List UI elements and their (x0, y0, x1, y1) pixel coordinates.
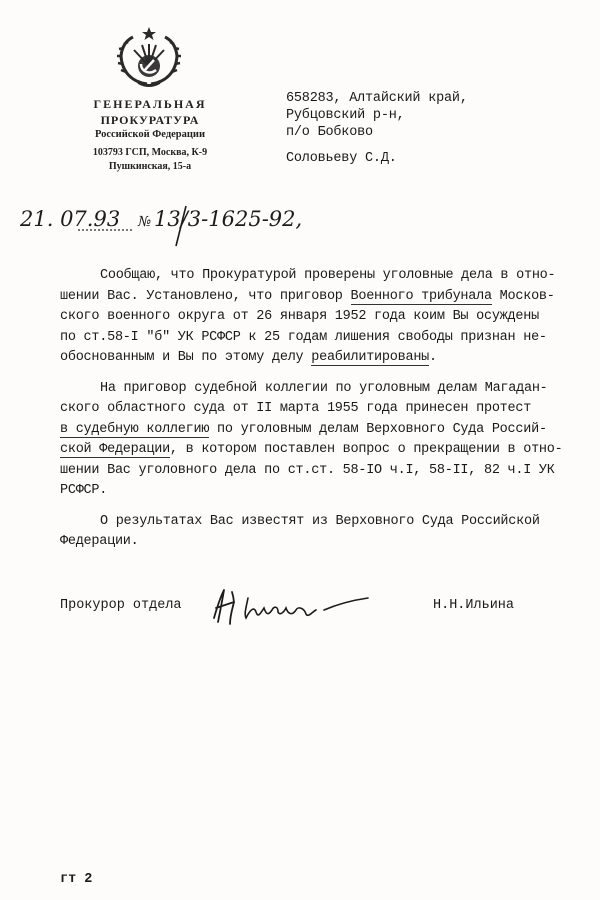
org-name-line2: ПРОКУРАТУРА (100, 113, 200, 127)
signer-name: Н.Н.Ильина (433, 598, 515, 613)
registration-date: 21. 07.93 (20, 207, 121, 231)
paragraph-line: ской Федерации, в котором поставлен вопрос о прекращении в отно- (60, 442, 563, 457)
signer-role: Прокурор отдела (60, 598, 182, 613)
registration-number-value: 13/3-1625-92, (154, 207, 303, 231)
organization-block (52, 96, 248, 174)
paragraph-line: На приговор судебной коллегии по уголовным делам Магадан- (100, 380, 548, 396)
footer-code: гт 2 (60, 872, 93, 887)
paragraph-line: О результатах Вас известят из Верховного Суда Российской (100, 513, 540, 529)
recipient-line1: 658283, Алтайский край, (286, 91, 468, 106)
paragraph-line: обоснованным и Вы по этому делу реабилитированы. (60, 350, 437, 365)
paragraph-line: ского областного суда от II марта 1955 года принесен протест (60, 401, 532, 416)
paragraph-line: шении Вас уголовного дела по ст.ст. 58-IO ч.I, 58-II, 82 ч.I УК (60, 462, 555, 478)
paragraph-line: шении Вас. Установлено, что приговор Военного трибунала Москов- (60, 288, 555, 304)
coat-of-arms-icon (114, 26, 184, 88)
handwritten-signature (208, 584, 378, 630)
paragraph-line: РСФСР. (60, 483, 108, 498)
paragraph-line: Сообщаю, что Прокуратурой проверены уголовные дела в отно- (100, 268, 556, 283)
org-name-line3: Российской Федерации (94, 129, 206, 140)
paragraph-line: Федерации. (60, 534, 139, 549)
underlined-text: в судебную коллегию (60, 421, 210, 437)
recipient-line2: Рубцовский р-н, (286, 108, 405, 123)
recipient-name: Соловьеву С.Д. (286, 151, 397, 166)
letter-body (60, 266, 580, 553)
registration-number (20, 196, 320, 252)
org-address-line1: 103793 ГСП, Москва, К-9 (92, 147, 208, 158)
paragraph-line: в судебную коллегию по уголовным делам Верховного Суда Россий- (60, 421, 547, 437)
paragraph-line: по ст.58-I "б" УК РСФСР к 25 годам лишения свободы признан не- (60, 329, 547, 345)
underlined-text: реабилитированы (311, 350, 430, 365)
paragraph-line: ского военного округа от 26 января 1952 года коим Вы осуждены (60, 309, 539, 324)
recipient-line3: п/о Бобково (286, 125, 373, 140)
underlined-text: Военного трибунала (350, 288, 492, 304)
recipient-address (286, 90, 468, 167)
registration-number-sign: № (138, 214, 152, 230)
underlined-text: ской Федерации (60, 442, 170, 457)
org-address-line2: Пушкинская, 15-а (108, 161, 192, 172)
org-name-line1: ГЕНЕРАЛЬНАЯ (93, 97, 207, 111)
